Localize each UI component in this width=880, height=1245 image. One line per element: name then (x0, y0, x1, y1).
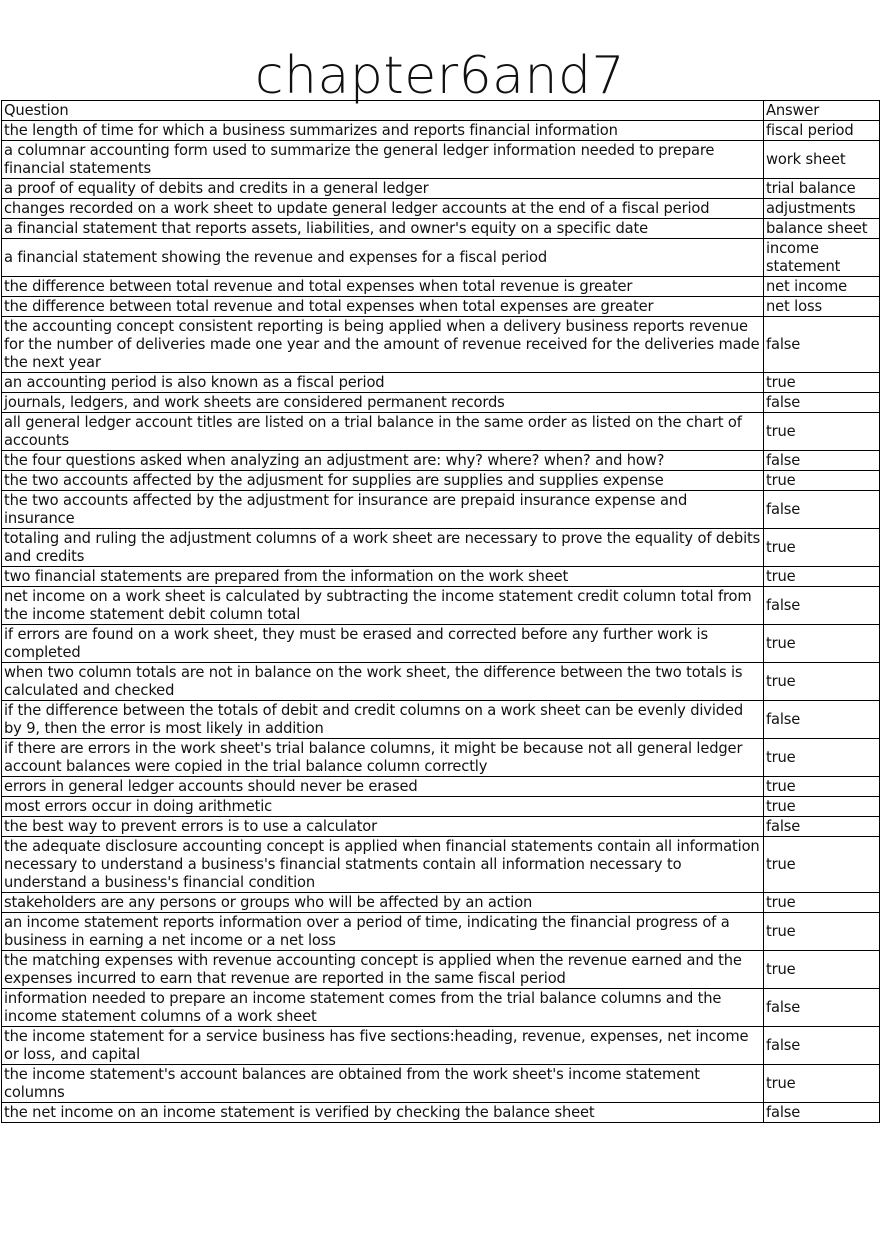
answer-cell: true (764, 529, 880, 567)
question-cell: an accounting period is also known as a fiscal period (2, 373, 764, 393)
answer-cell: true (764, 373, 880, 393)
answer-cell: true (764, 1065, 880, 1103)
question-cell: most errors occur in doing arithmetic (2, 797, 764, 817)
answer-cell: true (764, 739, 880, 777)
question-cell: a proof of equality of debits and credits in a general ledger (2, 179, 764, 199)
question-cell: the difference between total revenue and total expenses when total expenses are greater (2, 297, 764, 317)
answer-cell: trial balance (764, 179, 880, 199)
answer-cell: true (764, 413, 880, 451)
answer-cell: true (764, 777, 880, 797)
table-row (2, 179, 880, 199)
answer-cell: balance sheet (764, 219, 880, 239)
table-row (2, 451, 880, 471)
table-row (2, 913, 880, 951)
question-cell: the accounting concept consistent reporting is being applied when a delivery business reports revenue for the number of deliveries made one year and the amount of revenue received for the deliveries made the next year (2, 317, 764, 373)
table-row (2, 893, 880, 913)
header-row (2, 101, 880, 121)
question-cell: journals, ledgers, and work sheets are considered permanent records (2, 393, 764, 413)
question-cell: a financial statement that reports assets, liabilities, and owner's equity on a specific date (2, 219, 764, 239)
table-row (2, 797, 880, 817)
table-row (2, 567, 880, 587)
question-cell: changes recorded on a work sheet to update general ledger accounts at the end of a fiscal period (2, 199, 764, 219)
table-row (2, 837, 880, 893)
answer-cell: false (764, 451, 880, 471)
question-cell: the income statement's account balances are obtained from the work sheet's income statement columns (2, 1065, 764, 1103)
question-cell: the net income on an income statement is verified by checking the balance sheet (2, 1103, 764, 1123)
table-row (2, 393, 880, 413)
question-cell: the two accounts affected by the adjustment for insurance are prepaid insurance expense and insurance (2, 491, 764, 529)
table-header (2, 101, 880, 121)
answer-cell: true (764, 913, 880, 951)
question-cell: a columnar accounting form used to summarize the general ledger information needed to prepare financial statements (2, 141, 764, 179)
answer-cell: false (764, 491, 880, 529)
answer-cell: true (764, 951, 880, 989)
question-cell: a financial statement showing the revenue and expenses for a fiscal period (2, 239, 764, 277)
answer-cell: true (764, 567, 880, 587)
table-row (2, 239, 880, 277)
question-cell: totaling and ruling the adjustment columns of a work sheet are necessary to prove the equality of debits and credits (2, 529, 764, 567)
table-row (2, 739, 880, 777)
table-row (2, 141, 880, 179)
table-row (2, 625, 880, 663)
answer-cell: true (764, 663, 880, 701)
question-cell: the matching expenses with revenue accounting concept is applied when the revenue earned and the expenses incurred to earn that revenue are reported in the same fiscal period (2, 951, 764, 989)
answer-cell: income statement (764, 239, 880, 277)
question-cell: information needed to prepare an income statement comes from the trial balance columns and the income statement columns of a work sheet (2, 989, 764, 1027)
table-row (2, 529, 880, 567)
question-cell: net income on a work sheet is calculated by subtracting the income statement credit column total from the income statement debit column total (2, 587, 764, 625)
table-row (2, 199, 880, 219)
question-cell: all general ledger account titles are listed on a trial balance in the same order as listed on the chart of accounts (2, 413, 764, 451)
table-row (2, 373, 880, 393)
answer-cell: false (764, 1103, 880, 1123)
question-cell: the difference between total revenue and total expenses when total revenue is greater (2, 277, 764, 297)
answer-cell: false (764, 817, 880, 837)
answer-cell: false (764, 317, 880, 373)
answer-cell: work sheet (764, 141, 880, 179)
table-row (2, 491, 880, 529)
table-row (2, 413, 880, 451)
answer-cell: adjustments (764, 199, 880, 219)
answer-cell: true (764, 625, 880, 663)
answer-cell: fiscal period (764, 121, 880, 141)
table-row (2, 587, 880, 625)
table-row (2, 951, 880, 989)
question-cell: the best way to prevent errors is to use a calculator (2, 817, 764, 837)
question-cell: an income statement reports information over a period of time, indicating the financial progress of a business in earning a net income or a net loss (2, 913, 764, 951)
table-row (2, 1027, 880, 1065)
answer-cell: false (764, 587, 880, 625)
table-row (2, 471, 880, 491)
question-cell: the length of time for which a business summarizes and reports financial information (2, 121, 764, 141)
table-row (2, 817, 880, 837)
qa-table (1, 100, 880, 1123)
question-cell: if there are errors in the work sheet's trial balance columns, it might be because not all general ledger account balances were copied in the trial balance column correctly (2, 739, 764, 777)
table-row (2, 277, 880, 297)
header-answer: Answer (764, 101, 880, 121)
answer-cell: true (764, 797, 880, 817)
answer-cell: false (764, 989, 880, 1027)
table-row (2, 317, 880, 373)
question-cell: errors in general ledger accounts should never be erased (2, 777, 764, 797)
answer-cell: false (764, 701, 880, 739)
table-row (2, 219, 880, 239)
question-cell: the four questions asked when analyzing an adjustment are: why? where? when? and how? (2, 451, 764, 471)
question-cell: if the difference between the totals of debit and credit columns on a work sheet can be evenly divided by 9, then the error is most likely in addition (2, 701, 764, 739)
header-question: Question (2, 101, 764, 121)
answer-cell: true (764, 837, 880, 893)
table-row (2, 121, 880, 141)
answer-cell: true (764, 893, 880, 913)
question-cell: stakeholders are any persons or groups who will be affected by an action (2, 893, 764, 913)
table-row (2, 663, 880, 701)
question-cell: the two accounts affected by the adjusment for supplies are supplies and supplies expense (2, 471, 764, 491)
question-cell: the adequate disclosure accounting concept is applied when financial statements contain all information necessary to understand a business's financial statments contain all information necessary to understand a business's financial condition (2, 837, 764, 893)
table-row (2, 989, 880, 1027)
table-body (2, 121, 880, 1123)
table-row (2, 297, 880, 317)
answer-cell: true (764, 471, 880, 491)
table-row (2, 777, 880, 797)
answer-cell: false (764, 393, 880, 413)
question-cell: two financial statements are prepared from the information on the work sheet (2, 567, 764, 587)
question-cell: when two column totals are not in balance on the work sheet, the difference between the two totals is calculated and checked (2, 663, 764, 701)
answer-cell: net income (764, 277, 880, 297)
question-cell: the income statement for a service business has five sections:heading, revenue, expenses, net income or loss, and capital (2, 1027, 764, 1065)
table-row (2, 1065, 880, 1103)
question-cell: if errors are found on a work sheet, they must be erased and corrected before any further work is completed (2, 625, 764, 663)
page-title: chapter6and7 (254, 45, 626, 106)
answer-cell: net loss (764, 297, 880, 317)
table-row (2, 1103, 880, 1123)
answer-cell: false (764, 1027, 880, 1065)
table-row (2, 701, 880, 739)
